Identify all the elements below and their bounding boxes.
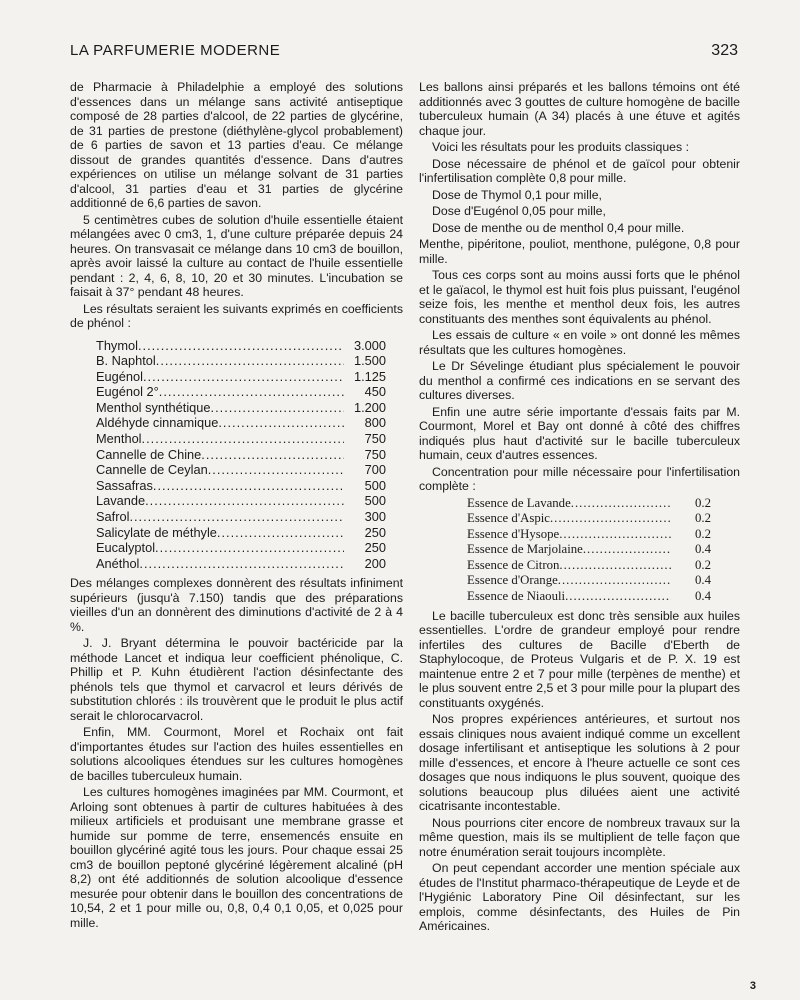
paragraph: Tous ces corps sont au moins aussi forts que le phénol et le gaïacol, le thymol est huit fois plus puissant, l'eugénol seize fois, les menthe et menthol deux fois, les autres constituants des menthes sont équivalents au phénol. [419, 268, 740, 326]
table-row [96, 463, 386, 479]
concentration-table [467, 496, 711, 605]
paragraph: Dose d'Eugénol 0,05 pour mille, [432, 204, 606, 218]
table-row [96, 385, 386, 401]
paragraph: Dose de Thymol 0,1 pour mille, [432, 187, 602, 202]
coefficient-value: 250 [364, 540, 386, 556]
table-row [96, 401, 386, 417]
paragraph: Les cultures homogènes imaginées par MM. Courmont, et Arloing sont obtenues à partir de cultures habituées à des milieux artificiels et produisant une membrane grasse et humide sur pomme de terre, ensemencés ensuite en bouillon glycériné agité tous les jours. Pour chaque essai 25 cm3 de bouillon peptoné glycériné légèrement alcaliné (pH 8,2) ont été additionnés de solution alcoolique d'essence mesurée pour obtenir dans le bouillon des concentrations de 10,54, 2 et 1 pour mille ou, 0,8, 0,4 0,1 0,05, et 0,025 pour mille. [70, 785, 403, 930]
paragraph: de Pharmacie à Philadelphie a employé des solutions d'essences dans un mélange sans activité antiseptique composé de 28 parties d'alcool, de 22 parties de glycérine, de 31 parties de prestone (diéthylène-glycol probablement) de 6 parties de savon et 13 parties d'eau. Ce mélange dissout de grandes quantités d'essence. Dans d'autres expériences on utilise un mélange solvant de 31 parties d'alcool, 31 parties d'eau et 31 parties de glycérine additionné de 6,6 parties de savon. [70, 80, 403, 210]
table-row [96, 479, 386, 495]
essence-name: Essence de Lavande [467, 495, 571, 510]
paragraph: On peut cependant accorder une mention spéciale aux études de l'Institut pharmaco-thérapeutique de Leyde et de l'Hygiénic Laboratory Pine Oil désinfectant, sur les emplois, comme désinfectants, des Huiles de Pin Américaines. [419, 861, 740, 934]
essence-name: Essence de Marjolaine [467, 542, 583, 557]
table-row [96, 541, 386, 557]
phenol-coefficient-table [96, 339, 386, 573]
paragraph: Concentration pour mille nécessaire pour l'infertilisation complète : [419, 464, 740, 493]
substance-name: Eucalyptol [96, 540, 156, 556]
paragraph: Dose de menthe ou de menthol 0,4 pour mille. [432, 220, 685, 235]
substance-name: Menthol synthétique [96, 399, 211, 415]
coefficient-value: 1.500 [353, 353, 386, 369]
concentration-value: 0.2 [695, 495, 711, 510]
table-row [467, 542, 711, 558]
essence-name: Essence de Citron [467, 557, 560, 572]
right-column [419, 80, 740, 936]
essence-name: Essence de Niaouli [467, 589, 566, 604]
essence-name: Essence d'Aspic [467, 511, 550, 526]
substance-name: Salicylate de méthyle [96, 524, 217, 540]
coefficient-value: 500 [364, 493, 386, 509]
concentration-value: 0.4 [695, 589, 711, 604]
table-row [96, 339, 386, 355]
paragraph: Nos propres expériences antérieures, et surtout nos essais cliniques nous avaient indiqué comme un excellent dosage infertilisant et antiseptique les solutions à 2 pour mille d'essences, et encore à l'heure actuelle ce sont ces dosages que nous indiquons le plus souvent, quoique des solutions beaucoup plus diluées aient une activité cicatrisante incontestable. [419, 712, 740, 814]
table-row [467, 511, 711, 527]
coefficient-value: 450 [364, 384, 386, 400]
coefficient-value: 3.000 [353, 337, 386, 353]
coefficient-value: 1.200 [353, 399, 386, 415]
concentration-value: 0.2 [695, 526, 711, 541]
table-row [96, 494, 386, 510]
substance-name: Cannelle de Ceylan [96, 462, 208, 478]
paragraph: Enfin, MM. Courmont, Morel et Rochaix ont fait d'importantes études sur l'action des huiles essentielles en solutions alcooliques étendues sur les cultures homogènes de bacilles tuberculeux humain. [70, 725, 403, 783]
substance-name: Cannelle de Chine [96, 446, 202, 462]
journal-title: LA PARFUMERIE MODERNE [70, 42, 281, 59]
concentration-value: 0.4 [695, 542, 711, 557]
concentration-value: 0.2 [695, 557, 711, 572]
table-row [467, 496, 711, 512]
coefficient-value: 200 [364, 555, 386, 571]
table-row [467, 573, 711, 589]
essence-name: Essence d'Hysope [467, 526, 560, 541]
paragraph: Des mélanges complexes donnèrent des résultats infiniment supérieurs (jusqu'à 7.150) tandis que des préparations vieilles d'un an donnèrent des diminutions d'activité de 2 à 4 %. [70, 576, 403, 634]
substance-name: Thymol [96, 337, 138, 353]
substance-name: B. Naphtol [96, 353, 156, 369]
concentration-value: 0.4 [695, 573, 711, 588]
coefficient-value: 700 [364, 462, 386, 478]
substance-name: Safrol [96, 509, 130, 525]
paragraph: Menthe, pipéritone, pouliot, menthone, pulégone, 0,8 pour mille. [419, 237, 740, 266]
paragraph: Les essais de culture « en voile » ont donné les mêmes résultats que les cultures homogènes. [419, 328, 740, 357]
table-row [96, 526, 386, 542]
coefficient-value: 750 [364, 446, 386, 462]
paragraph: J. J. Bryant détermina le pouvoir bactéricide par la méthode Lancet et indiqua leur coefficient phénolique, C. Phillip et P. Kuhn étudièrent l'action désinfectante des phénols tels que thymol et carvacrol et leurs dérivés de substitution chlorés : ils trouvèrent que le produit le plus actif serait le chlorocarvacrol. [70, 636, 403, 723]
substance-name: Eugénol [96, 368, 143, 384]
paragraph: Nous pourrions citer encore de nombreux travaux sur la même question, mais ils se multiplient de telle façon que notre énumération serait toujours incomplète. [419, 815, 740, 859]
paragraph: Les ballons ainsi préparés et les ballons témoins ont été additionnés avec 3 gouttes de culture homogène de bacille tuberculeux humain (A 34) placés à une étuve et agités chaque jour. [419, 80, 740, 138]
substance-name: Sassafras [96, 477, 153, 493]
paragraph: Enfin une autre série importante d'essais faits par M. Courmont, Morel et Bay ont donné à côté des chiffres indiqués plus haut d'activité sur le bacille tuberculeux humain, ceux d'autres essences. [419, 404, 740, 462]
paragraph: Dose nécessaire de phénol et de gaïcol pour obtenir l'infertilisation complète 0,8 pour mille. [419, 156, 740, 185]
footer-mark: 3 [749, 980, 756, 992]
substance-name: Eugénol 2° [96, 384, 159, 400]
coefficient-value: 250 [364, 524, 386, 540]
table-row [467, 527, 711, 543]
substance-name: Lavande [96, 493, 146, 509]
paragraph: 5 centimètres cubes de solution d'huile essentielle étaient mélangées avec 0 cm3, 1, d'une culture préparée depuis 24 heures. On transvasait ce mélange dans 10 cm3 de bouillon, après avoir laissé la culture au contact de l'huile essentielle pendant : 2, 4, 6, 8, 10, 20 et 30 minutes. L'incubation se faisait à 37° pendant 48 heures. [70, 212, 403, 299]
substance-name: Aldéhyde cinnamique [96, 415, 219, 431]
table-row [96, 432, 386, 448]
table-row [96, 416, 386, 432]
substance-name: Anéthol [96, 555, 140, 571]
table-row [467, 589, 711, 605]
coefficient-value: 750 [364, 431, 386, 447]
table-row [467, 558, 711, 574]
coefficient-value: 300 [364, 509, 386, 525]
table-row [96, 510, 386, 526]
paragraph: Voici les résultats pour les produits classiques : [432, 140, 689, 154]
left-column [70, 80, 403, 932]
page-header [70, 42, 738, 64]
table-row [96, 557, 386, 573]
table-row [96, 354, 386, 370]
page-number: 323 [711, 42, 738, 59]
coefficient-value: 800 [364, 415, 386, 431]
coefficient-value: 500 [364, 477, 386, 493]
essence-name: Essence d'Orange [467, 573, 558, 588]
concentration-value: 0.2 [695, 511, 711, 526]
paragraph: Le Dr Sévelinge étudiant plus spécialement le pouvoir du menthol a confirmé ces indications en se servant des cultures diverses. [419, 359, 740, 402]
paragraph: Le bacille tuberculeux est donc très sensible aux huiles essentielles. L'ordre de grandeur employé pour rendre infertiles des cultures de Bacille d'Eberth de Staphylocoque, de Proteus Vulgaris et de P. X. 19 est maintenue entre 2 et 7 pour mille (terpènes de menthe) et le plus souvent entre 2,5 et 3 pour mille pour la plupart des constituants oxygénés. [419, 608, 740, 710]
table-row [96, 370, 386, 386]
paragraph: Les résultats seraient les suivants exprimés en coefficients de phénol : [70, 301, 403, 330]
table-row [96, 448, 386, 464]
coefficient-value: 1.125 [353, 368, 386, 384]
substance-name: Menthol [96, 431, 142, 447]
